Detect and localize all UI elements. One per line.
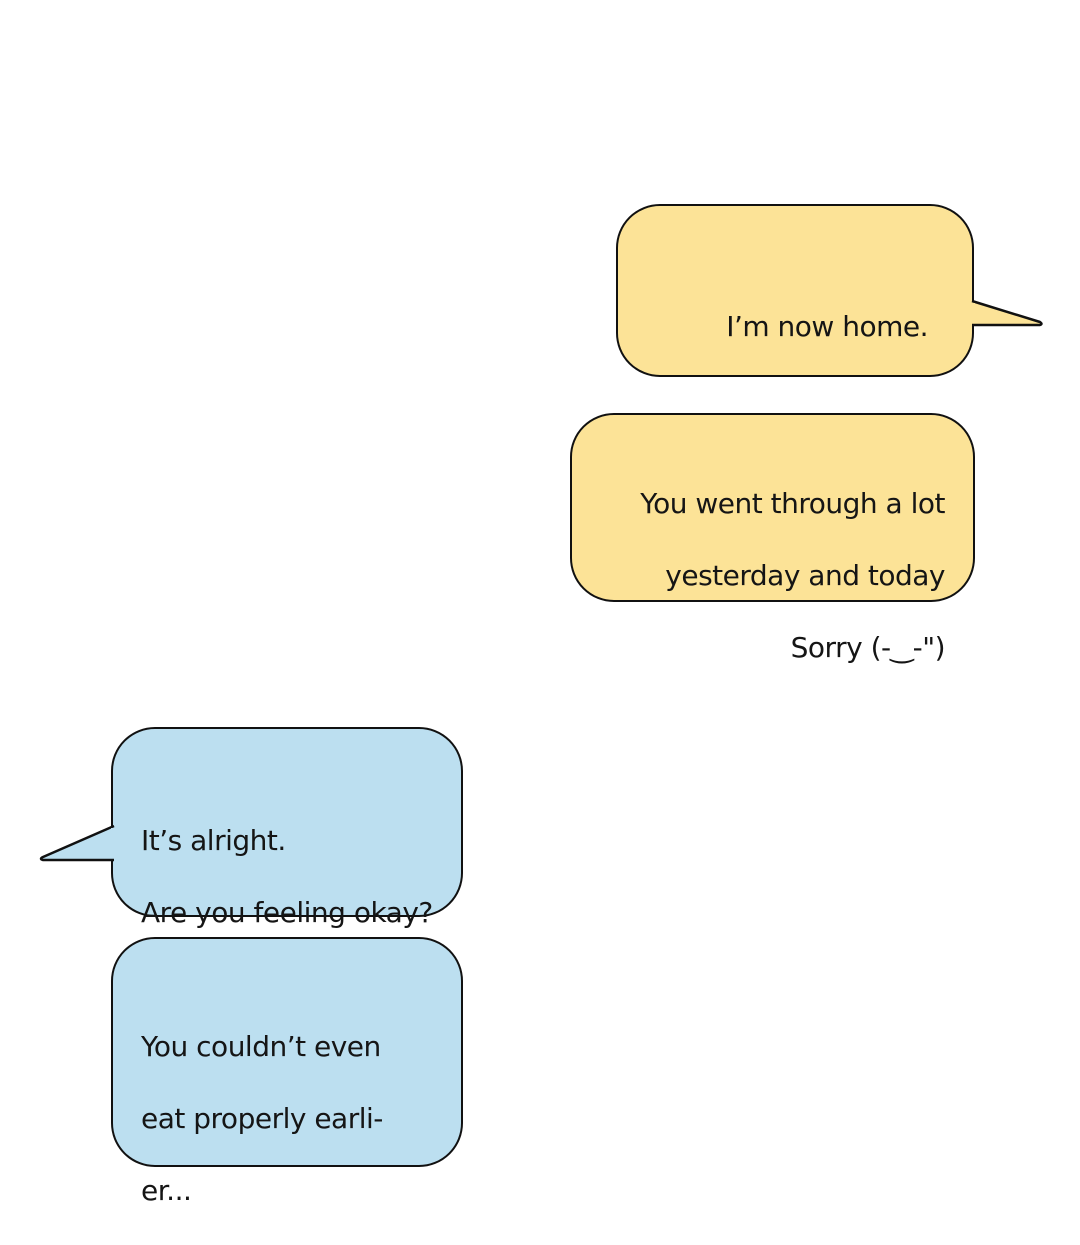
message-text: I’m now home. [726, 310, 928, 343]
message-bubble-received [111, 727, 463, 929]
message-text: It’s alright. [141, 824, 286, 857]
bubble-tail-right [970, 296, 1050, 336]
message-bubble-sent [570, 413, 975, 664]
message-text: You couldn’t even [141, 1030, 381, 1063]
message-text: eat properly earli- [141, 1102, 383, 1135]
message-bubble-received [111, 937, 463, 1207]
message-text: Sorry (-‿-") [790, 631, 945, 664]
message-text: You went through a lot [640, 487, 945, 520]
message-bubble-sent [616, 204, 974, 377]
bubble-tail-left [36, 822, 116, 866]
message-text: er... [141, 1174, 192, 1207]
message-text: Are you feeling okay? [141, 896, 433, 929]
message-text: yesterday and today [665, 559, 945, 592]
